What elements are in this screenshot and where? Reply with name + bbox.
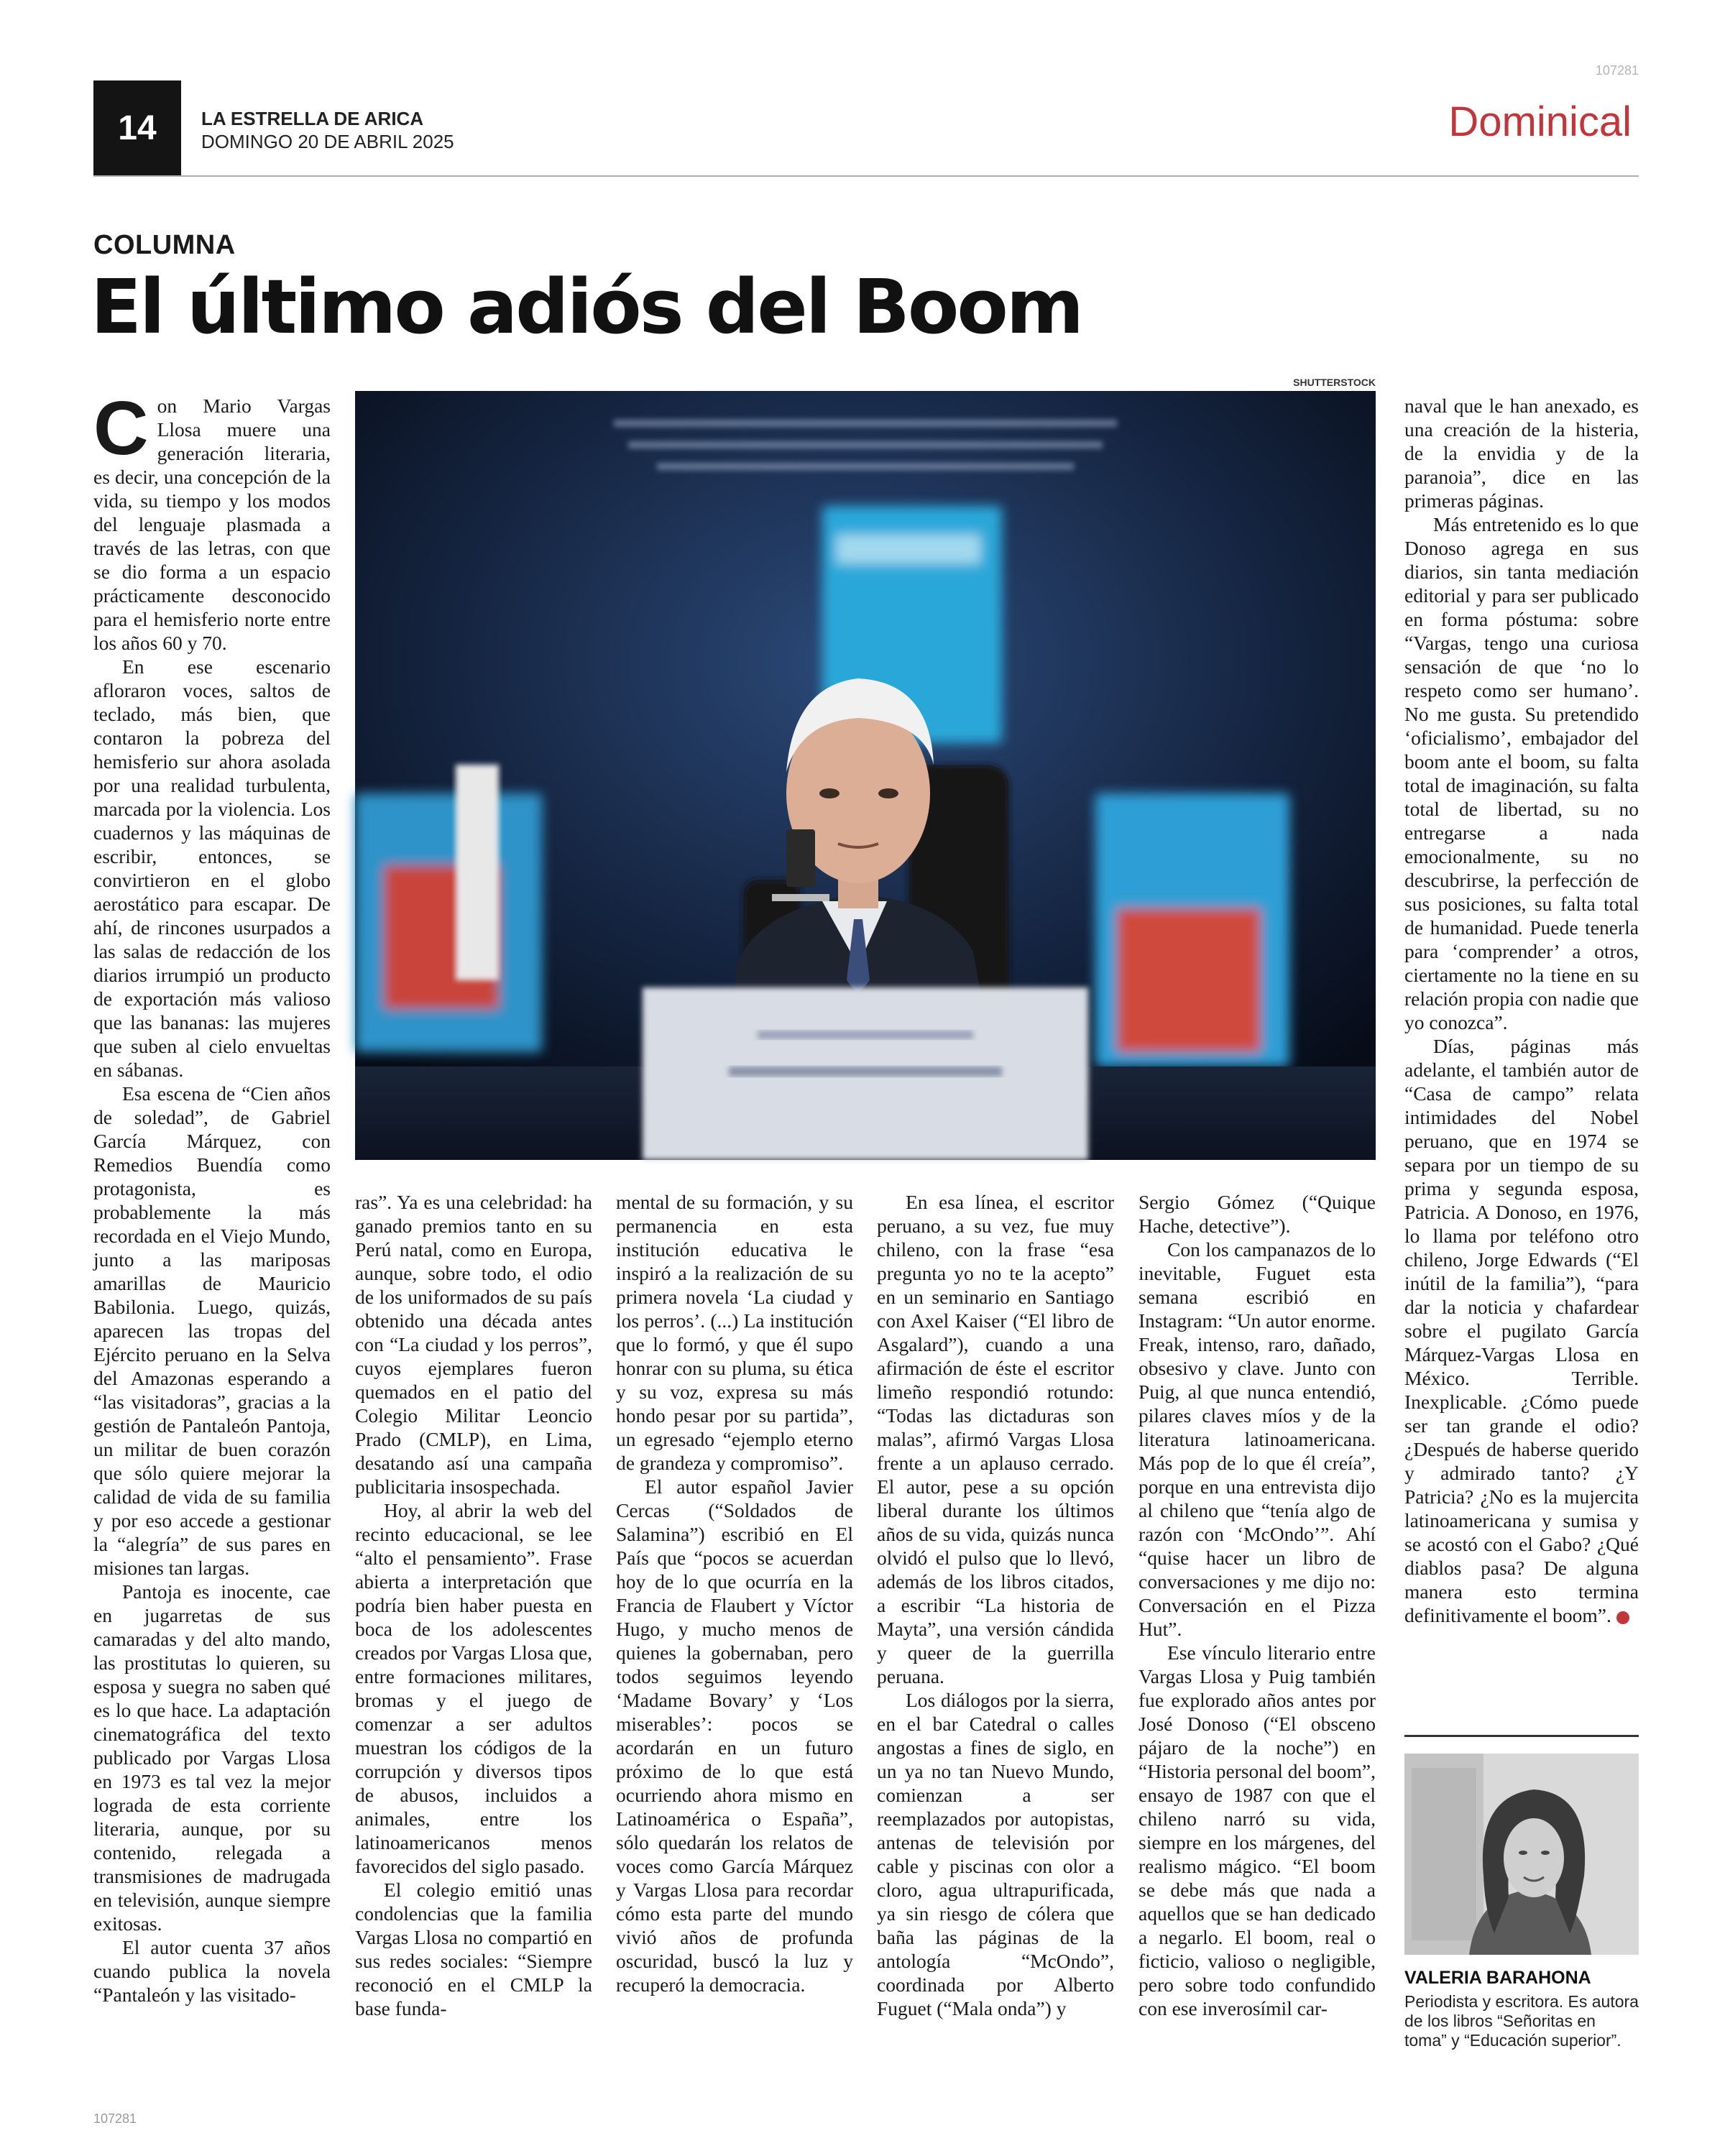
paragraph: Esa escena de “Cien años de soledad”, de Gabriel García Márquez, con Remedios Buendía como protagonista, es probablemente la más recordada en el Viejo Mundo, junto a las mariposas amarillas de Mauricio Babilonia. Luego, quizás, aparecen las tropas del Ejército peruano en la Selva del Amazonas esperando a “las visitadoras”, gracias a la gestión de Pantaleón Pantoja, un militar de buen corazón que sólo quiere mejorar la calidad de vida de su familia y por eso accede a gestionar la “alegría” de sus pares en misiones tan largas. — [93, 1082, 331, 1579]
paragraph: Pantoja es inocente, cae en jugarretas de sus camaradas y del alto mando, las prostitutas lo quieren, su esposa y suegra no saben qué es lo que hace. La adaptación cinematográfica del texto publicado por Vargas Llosa en 1973 es tal vez la mejor lograda de esta corriente literaria, aunque, por su contenido, relegada a transmisiones de madrugada en televisión, aunque siempre exitosas. — [93, 1580, 331, 1935]
article-photo — [355, 391, 1376, 1160]
article-column-2 — [355, 1190, 592, 2113]
paragraph: El autor cuenta 37 años cuando publica la novela “Pantaleón y las visitado- — [93, 1936, 331, 2006]
publication-date: DOMINGO 20 DE ABRIL 2025 — [201, 131, 454, 152]
author-portrait — [1404, 1754, 1639, 1955]
section-name: Dominical — [1448, 98, 1632, 145]
paragraph: Ese vínculo literario entre Vargas Llosa y Puig también fue explorado años antes por José Donoso (“El obsceno pájaro de la noche”) en “Historia personal del boom”, ensayo de 1987 con que el chileno narró su vida, siempre en los márgenes, del realismo mágico. “El boom se debe más que nada a aquellos que se han dedicado a negarlo. El boom, real o ficticio, valioso o negligible, pero sobre todo confundido con ese inverosímil car- — [1138, 1641, 1376, 2019]
print-code: 107281 — [1595, 63, 1639, 78]
article-column-4 — [877, 1190, 1114, 2113]
dropcap: C — [93, 386, 149, 471]
photo-illustration — [355, 391, 1376, 1160]
photo-credit: SHUTTERSTOCK — [1293, 377, 1376, 388]
article-headline: El último adiós del Boom — [91, 263, 1082, 351]
paragraph: mental de su formación, y su permanencia en esta institución educativa le inspiró a la realización de su primera novela ‘La ciudad y los perros’. (...) La institución que lo formó, y que él supo honrar con su pluma, su ética y su voz, expresa su más hondo pesar por su partida”, un egresado “ejemplo eterno de grandeza y compromiso”. — [616, 1191, 853, 1474]
article-kicker: COLUMNA — [93, 230, 236, 260]
publication-name: LA ESTRELLA DE ARICA — [201, 108, 424, 129]
end-mark-icon: ✕ — [1616, 1611, 1629, 1624]
paragraph: En ese escenario afloraron voces, saltos de teclado, más bien, que contaron la pobreza del hemisferio sur ahora asolada por una realidad turbulenta, marcada por la violencia. Los cuadernos y las máquinas de escribir, entonces, se convirtieron en el globo aerostático para escapar. De ahí, de rincones usurpados a las salas de redacción de los diarios irrumpió un producto de exportación más valioso que las bananas: las mujeres que suben al cielo envueltas en sábanas. — [93, 655, 331, 1081]
paragraph: Sergio Gómez (“Quique Hache, detective”). — [1138, 1191, 1376, 1237]
paragraph: Los diálogos por la sierra, en el bar Catedral o calles angostas a fines de siglo, en un ya no tan Nuevo Mundo, comienzan a ser reemplazados por autopistas, antenas de televisión por cable y piscinas con olor a cloro, agua ultrapurificada, ya sin riesgo de cólera que baña las páginas de la antología “McOndo”, coordinada por Alberto Fuguet (“Mala onda”) y — [877, 1689, 1114, 2019]
paragraph: Más entretenido es lo que Donoso agrega en sus diarios, sin tanta mediación editorial y para ser publicado en forma póstuma: sobre “Vargas, tengo una curiosa sensación de que ‘no lo respeto como ser humano’. No me gusta. Su pretendido ‘oficialismo’, embajador del boom ante el boom, su falta total de imaginación, su falta total de libertad, su no entregarse a nada emocionalmente, su no descubrirse, la perfección de sus posiciones, su falta total de humanidad. Puede tenerla para ‘comprender’ a otros, ciertamente no la tiene en su relación propia con nadie que yo conozca”. — [1404, 513, 1639, 1033]
paragraph: En esa línea, el escritor peruano, a su vez, fue muy chileno, con la frase “esa pregunta yo no te la acepto” en un seminario en Santiago con Axel Kaiser (“El libro de Asgalard”), cuando a una afirmación de éste el escritor limeño respondió rotundo: “Todas las dictaduras son malas”, afirmó Vargas Llosa frente a un aplauso cerrado. El autor, pese a su opción liberal durante los últimos años de su vida, quizás nunca olvidó el pulso que lo llevó, además de los libros citados, a escribir “La historia de Mayta”, una versión cándida y queer de la guerrilla peruana. — [877, 1191, 1114, 1687]
paragraph: naval que le han anexado, es una creación de la histeria, de la envidia y de la paranoia”, dice en las primeras páginas. — [1404, 395, 1639, 512]
author-rule — [1404, 1735, 1639, 1737]
page-number: 14 — [93, 80, 181, 175]
paragraph: ras”. Ya es una celebridad: ha ganado premios tanto en su Perú natal, como en Europa, aunque, sobre todo, el odio de los uniformados de su país obtenido una década antes con “La ciudad y los perros”, cuyos ejemplares fueron quemados en el patio del Colegio Militar Leoncio Prado (CMLP), en Lima, desatando así una campaña publicitaria insospechada. — [355, 1191, 592, 1498]
article-column-1 — [93, 386, 331, 2113]
paragraph: Con los campanazos de lo inevitable, Fuguet esta semana escribió en Instagram: “Un autor enorme. Freak, intenso, raro, dañado, obsesivo y clave. Junto con Puig, al que nunca entendió, pilares claves míos y de la literatura latinoamericana. Más pop de lo que él creía”, porque en una entrevista dijo al chileno que “tenía algo de razón con ‘McOndo’”. Ahí “quise hacer un libro de conversaciones y me dijo no: Conversación en el Pizza Hut”. — [1138, 1238, 1376, 1640]
print-code-bottom: 107281 — [93, 2111, 137, 2126]
paragraph-text: Días, páginas más adelante, el también autor de “Casa de campo” relata intimidades del Nobel peruano, que en 1974 se separa por un tiempo de su prima y segunda esposa, Patricia. A Donoso, en 1976, lo llama por teléfono otro chileno, Jorge Edwards (“El inútil de la familia”), “para dar la noticia y chafardear sobre el pugilato García Márquez-Vargas Llosa en México. Terrible. Inexplicable. ¿Cómo puede ser tan grande el odio? ¿Después de haberse querido y admirado tanto? ¿Y Patricia? ¿No es la mujercita latinoamericana y sumisa y se acostó con el Gabo? ¿Qué diablos pasa? De alguna manera esto termina definitivamente el boom”. — [1404, 1035, 1639, 1626]
paragraph: on Mario Vargas Llosa muere una generación literaria, es decir, una concepción de la vida, su tiempo y los modos del lenguaje plasmada a través de las letras, con que se dio forma a un espacio prácticamente desconocido para el hemisferio norte entre los años 60 y 70. — [93, 395, 331, 654]
header-rule — [93, 175, 1639, 177]
paragraph: El colegio emitió unas condolencias que la familia Vargas Llosa no compartió en sus redes sociales: “Siempre reconoció en el CMLP la base funda- — [355, 1879, 592, 2019]
author-photo — [1404, 1754, 1639, 1955]
paragraph — [1404, 1034, 1653, 1627]
author-name: VALERIA BARAHONA — [1404, 1968, 1591, 1988]
article-column-3 — [616, 1190, 853, 2113]
article-column-6 — [1404, 394, 1653, 1723]
author-bio: Periodista y escritora. Es autora de los libros “Señoritas en toma” y “Educación superior”. — [1404, 1992, 1639, 2050]
paragraph: El autor español Javier Cercas (“Soldados de Salamina”) escribió en El País que “pocos se acuerdan hoy de lo que ocurría en la Francia de Flaubert y Víctor Hugo, y mucho menos de quienes la gobernaban, pero todos seguimos leyendo ‘Madame Bovary’ y ‘Los miserables’: pocos se acordarán en un futuro próximo de lo que está ocurriendo ahora mismo en Latinoamérica o España”, sólo quedarán los relatos de voces como García Márquez y Vargas Llosa para recordar cómo esta parte del mundo vivió años de profunda oscuridad, buscó la luz y recuperó la democracia. — [616, 1475, 853, 1996]
article-column-5 — [1138, 1190, 1376, 2113]
paragraph: Hoy, al abrir la web del recinto educacional, se lee “alto el pensamiento”. Frase abierta a interpretación que podría bien haber puesta en boca de los adolescentes creados por Vargas Llosa que, entre formaciones militares, bromas y el juego de comenzar a ser adultos muestran los códigos de la corrupción y diversos tipos de abusos, incluidos a animales, entre los latinoamericanos menos favorecidos del siglo pasado. — [355, 1499, 592, 1877]
